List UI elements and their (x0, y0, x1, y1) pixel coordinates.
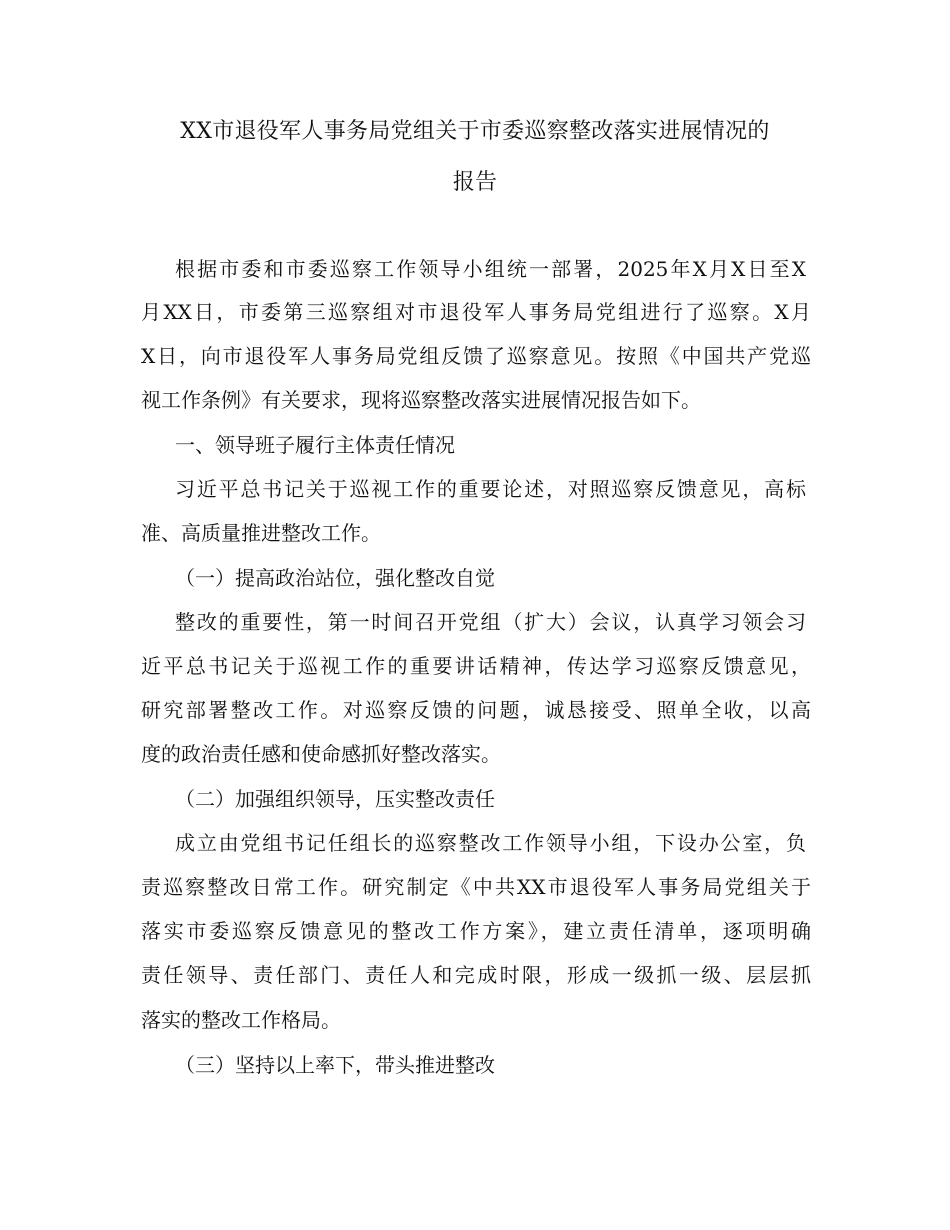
paragraph-3-line-4: 度的政治责任感和使命感抓好整改落实。 (141, 742, 501, 766)
paragraph-4-line-5: 落实的整改工作格局。 (141, 1008, 341, 1032)
subheading-1: （一）提高政治站位，强化整改自觉 (175, 566, 495, 590)
subheading-2: （二）加强组织领导，压实整改责任 (175, 787, 495, 811)
paragraph-1-line-3: X日，向市退役军人事务局党组反馈了巡察意见。按照《中国共产党巡 (141, 344, 811, 368)
paragraph-4-line-3: 落实市委巡察反馈意见的整改工作方案》，建立责任清单，逐项明确 (141, 919, 811, 943)
paragraph-4-line-1: 成立由党组书记任组长的巡察整改工作领导小组，下设办公室，负 (175, 831, 806, 855)
paragraph-1-line-4: 视工作条例》有关要求，现将巡察整改落实进展情况报告如下。 (141, 388, 701, 412)
paragraph-1-line-1: 根据市委和市委巡察工作领导小组统一部署，2025年X月X日至X (175, 257, 806, 281)
document-title-line-2: 报告 (452, 170, 498, 195)
paragraph-2-line-1: 习近平总书记关于巡视工作的重要论述，对照巡察反馈意见，高标 (175, 477, 806, 501)
paragraph-4-line-2: 责巡察整改日常工作。研究制定《中共XX市退役军人事务局党组关于 (141, 875, 811, 899)
document-title-line-1: XX市退役军人事务局党组关于市委巡察整改落实进展情况的 (180, 119, 770, 144)
paragraph-2-line-2: 准、高质量推进整改工作。 (141, 521, 381, 545)
paragraph-3-line-3: 研究部署整改工作。对巡察反馈的问题，诚恳接受、照单全收，以高 (141, 698, 811, 722)
section-heading-1: 一、领导班子履行主体责任情况 (175, 433, 455, 457)
paragraph-3-line-2: 近平总书记关于巡视工作的重要讲话精神，传达学习巡察反馈意见， (141, 654, 811, 678)
paragraph-4-line-4: 责任领导、责任部门、责任人和完成时限，形成一级抓一级、层层抓 (141, 963, 811, 987)
subheading-3: （三）坚持以上率下，带头推进整改 (175, 1053, 495, 1077)
paragraph-3-line-1: 整改的重要性，第一时间召开党组（扩大）会议，认真学习领会习 (175, 610, 806, 634)
paragraph-1-line-2: 月XX日，市委第三巡察组对市退役军人事务局党组进行了巡察。X月 (141, 300, 811, 324)
